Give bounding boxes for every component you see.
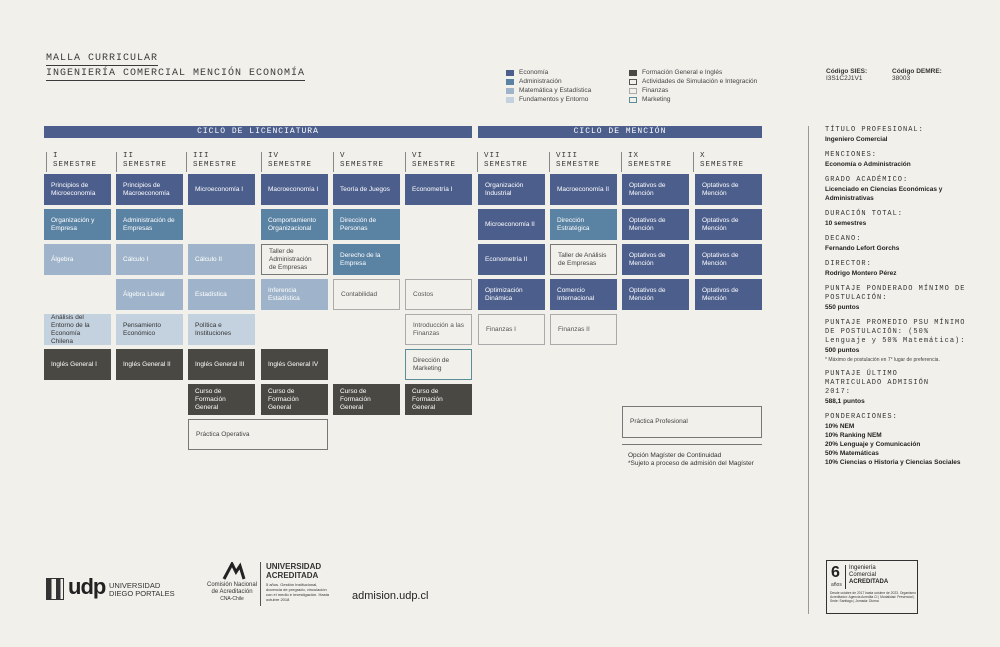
info-label: DECANO: (825, 235, 862, 243)
course-box: Optimización Dinámica (478, 279, 545, 310)
legend-item: Actividades de Simulación e Integración (629, 77, 757, 86)
info-value: Economía o Administración (825, 161, 911, 168)
course-box: Costos (405, 279, 472, 310)
udp-crest-icon (46, 578, 64, 600)
course-box: Finanzas I (478, 314, 545, 345)
course-box: Optativos de Mención (622, 209, 689, 240)
legend-item: Fundamentos y Entorno (506, 95, 591, 104)
legend-item: Economía (506, 68, 591, 77)
semester-header: V SEMESTRE (333, 152, 384, 172)
course-box: Pensamiento Económico (116, 314, 183, 345)
course-box: Econometría I (405, 174, 472, 205)
course-box: Teoría de Juegos (333, 174, 400, 205)
info-label: MENCIONES: (825, 151, 878, 159)
course-box: Optativos de Mención (695, 209, 762, 240)
cna-divider (260, 562, 261, 606)
course-box: Comportamiento Organizacional (261, 209, 328, 240)
semester-header: VIII SEMESTRE (549, 152, 600, 172)
course-box: Curso de Formación General (188, 384, 255, 415)
course-box: Comercio Internacional (550, 279, 617, 310)
course-box: Dirección de Personas (333, 209, 400, 240)
course-box: Práctica Operativa (188, 419, 328, 450)
course-box: Cálculo II (188, 244, 255, 275)
title-line-2: INGENIERÍA COMERCIAL MENCIÓN ECONOMÍA (46, 68, 306, 79)
course-box: Econometría II (478, 244, 545, 275)
course-box: Inglés General I (44, 349, 111, 380)
info-value: 10% NEM 10% Ranking NEM 20% Lenguaje y Comunicación 50% Matemáticas 10% Ciencias o Historia y Ciencias Sociales (825, 423, 961, 466)
legend-right (629, 68, 757, 104)
info-label: GRADO ACADÉMICO: (825, 176, 909, 184)
course-box: Álgebra (44, 244, 111, 275)
info-value: Rodrigo Montero Pérez (825, 270, 897, 277)
demre-code: Código DEMRE: 38003 (892, 68, 942, 82)
seal-years-word: años (831, 582, 842, 588)
course-box: Introducción a las Finanzas (405, 314, 472, 345)
course-box: Inglés General III (188, 349, 255, 380)
semester-header: IV SEMESTRE (261, 152, 312, 172)
course-box: Organización Industrial (478, 174, 545, 205)
accreditation-seal (826, 560, 918, 614)
udp-logo-text: udp (68, 574, 106, 599)
info-label: DIRECTOR: (825, 260, 872, 268)
seal-years: 6 (831, 564, 840, 581)
course-box: Dirección de Marketing (405, 349, 472, 380)
course-box: Curso de Formación General (405, 384, 472, 415)
program-info (808, 126, 988, 614)
info-value: 550 puntos (825, 304, 860, 311)
course-box: Administración de Empresas (116, 209, 183, 240)
info-label: PUNTAJE PROMEDIO PSU MÍNIMO DE POSTULACIÓN: (50% Lenguaje y 50% Matemática): (825, 319, 966, 345)
seal-fine: Desde octubre de 2017 hasta octubre de 2023. Organismo Acreditador: Agencia Acredita CI | Modalidad: Presencial | Sede: Santiago | Jornada: Diurna (830, 591, 916, 604)
info-label: DURACIÓN TOTAL: (825, 210, 904, 218)
info-label: PONDERACIONES: (825, 413, 898, 421)
course-box: Inglés General II (116, 349, 183, 380)
info-label: PUNTAJE ÚLTIMO MATRICULADO ADMISIÓN 2017: (825, 370, 930, 396)
info-note: * Máximo de postulación en 7° lugar de preferencia. (825, 357, 940, 363)
cna-text: Comisión Nacional de Acreditación CNA-Chile (207, 582, 258, 602)
info-value: 500 puntos (825, 347, 860, 354)
seal-divider (845, 565, 846, 589)
course-box: Macroeconomía I (261, 174, 328, 205)
semester-header: VII SEMESTRE (477, 152, 528, 172)
course-box: Organización y Empresa (44, 209, 111, 240)
sies-code: Código SIES: I3S1C2J1V1 (826, 68, 868, 82)
course-box: Inglés General IV (261, 349, 328, 380)
course-box: Dirección Estratégica (550, 209, 617, 240)
course-box: Optativos de Mención (695, 279, 762, 310)
course-box: Optativos de Mención (695, 174, 762, 205)
course-box: Taller de Administración de Empresas (261, 244, 328, 275)
course-box: Práctica Profesional (622, 406, 762, 438)
course-box: Curso de Formación General (261, 384, 328, 415)
legend-item: Finanzas (629, 86, 757, 95)
info-value: Licenciado en Ciencias Económicas y Administrativas (825, 186, 943, 202)
semester-header: III SEMESTRE (186, 152, 237, 172)
seal-program: Ingeniería Comercial ACREDITADA (849, 565, 889, 585)
title-line-1: MALLA CURRICULAR (46, 53, 159, 64)
course-box: Macroeconomía II (550, 174, 617, 205)
semester-header: X SEMESTRE (693, 152, 744, 172)
course-box: Optativos de Mención (622, 174, 689, 205)
course-box: Finanzas II (550, 314, 617, 345)
course-box: Inferencia Estadística (261, 279, 328, 310)
course-box: Optativos de Mención (695, 244, 762, 275)
course-box: Contabilidad (333, 279, 400, 310)
legend-left (506, 68, 591, 104)
course-box: Política e Instituciones (188, 314, 255, 345)
magister-option: Opción Magíster de Continuidad *Sujeto a proceso de admisión del Magíster (628, 452, 754, 467)
course-box: Microeconomía II (478, 209, 545, 240)
legend-item: Formación General e Inglés (629, 68, 757, 77)
semester-header: IX SEMESTRE (621, 152, 672, 172)
legend-item: Matemática y Estadística (506, 86, 591, 95)
info-value: 588,1 puntos (825, 398, 865, 405)
semester-header: II SEMESTRE (116, 152, 167, 172)
course-box: Principios de Macroeconomía (116, 174, 183, 205)
semester-header: I SEMESTRE (46, 152, 97, 172)
info-label: TÍTULO PROFESIONAL: (825, 126, 924, 134)
course-box: Optativos de Mención (622, 244, 689, 275)
course-box: Curso de Formación General (333, 384, 400, 415)
info-value: 10 semestres (825, 220, 867, 227)
course-box: Principios de Microeconomía (44, 174, 111, 205)
cna-logo-icon (222, 562, 246, 580)
info-label: PUNTAJE PONDERADO MÍNIMO DE POSTULACIÓN: (825, 285, 966, 302)
semester-header: VI SEMESTRE (405, 152, 456, 172)
course-box: Optativos de Mención (622, 279, 689, 310)
cycle-licenciatura: CICLO DE LICENCIATURA (44, 126, 472, 138)
legend-item: Marketing (629, 95, 757, 104)
course-box: Taller de Análisis de Empresas (550, 244, 617, 275)
info-value: Ingeniero Comercial (825, 136, 888, 143)
legend-item: Administración (506, 77, 591, 86)
course-box: Derecho de la Empresa (333, 244, 400, 275)
course-box: Análisis del Entorno de la Economía Chilena (44, 314, 111, 345)
cycle-mencion: CICLO DE MENCIÓN (478, 126, 762, 138)
admission-website-link[interactable]: admision.udp.cl (352, 590, 429, 602)
course-box: Cálculo I (116, 244, 183, 275)
magister-divider (622, 444, 762, 445)
course-box: Álgebra Lineal (116, 279, 183, 310)
univ-accredited: UNIVERSIDAD ACREDITADA 5 años. Gestión Institucional, docencia de pregrado, vinculación con el medio e investigación. Hasta octubre 2018 (266, 562, 329, 602)
info-value: Fernando Lefort Gorchs (825, 245, 900, 252)
course-box: Microeconomía I (188, 174, 255, 205)
course-box: Estadística (188, 279, 255, 310)
udp-name: UNIVERSIDAD DIEGO PORTALES (109, 581, 175, 598)
